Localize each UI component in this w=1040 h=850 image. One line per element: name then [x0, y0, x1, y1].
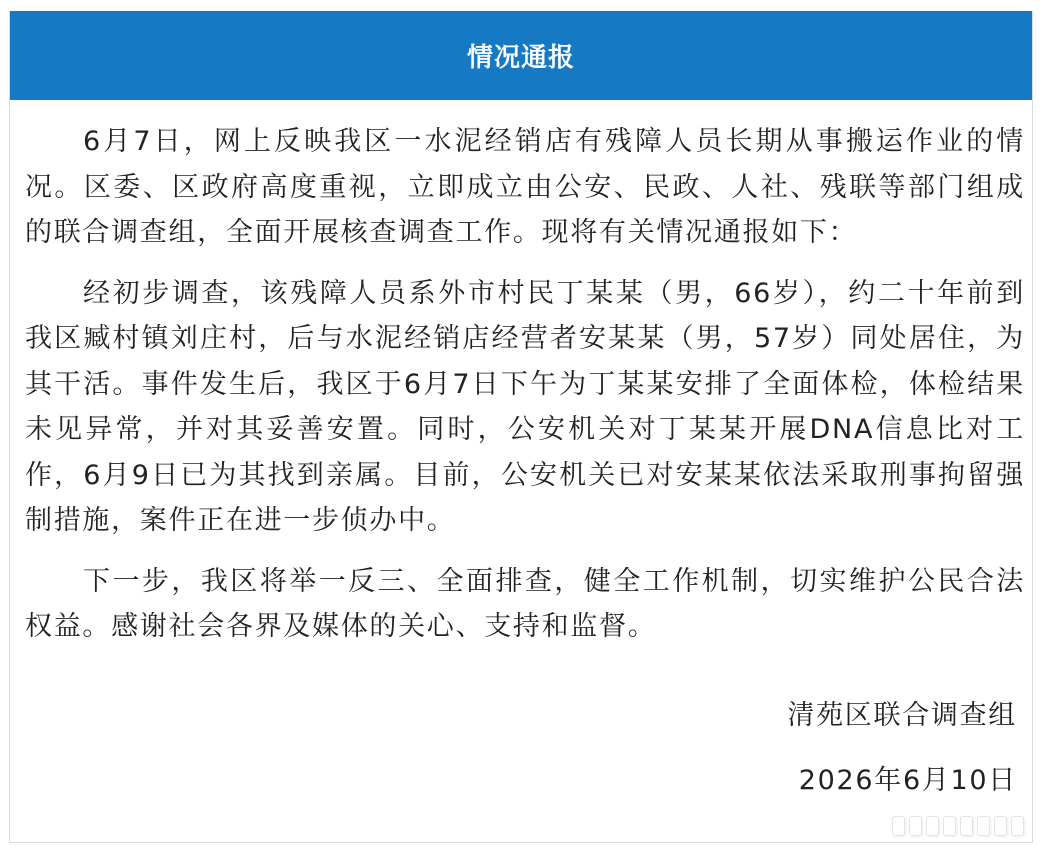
- paragraph-investigation: 经初步调查，该残障人员系外市村民丁某某（男，66岁），约二十年前到我区臧村镇刘庄村，后与水泥经销店经营者安某某（男，57岁）同处居住，为其干活。事件发生后，我区于6月7日下午为丁某某安排了全面体检，体检结果未见异常，并对其妥善安置。同时，公安机关对丁某某开展DNA信息比对工作，6月9日已为其找到亲属。目前，公安机关已对安某某依法采取刑事拘留强制措施，案件正在进一步侦办中。: [25, 277, 1025, 536]
- signature-organization: 清苑区联合调查组: [787, 700, 1017, 731]
- watermark-dot-icon: [892, 816, 905, 836]
- paragraph-next-steps: 下一步，我区将举一反三、全面排查，健全工作机制，切实维护公民合法权益。感谢社会各界及媒体的关心、支持和监督。: [25, 565, 1025, 642]
- notice-title: 情况通报: [466, 43, 575, 73]
- notice-card: [9, 11, 1033, 843]
- notice-header: [10, 11, 1032, 100]
- watermark-dot-icon: [994, 816, 1007, 836]
- watermark-dot-icon: [960, 816, 973, 836]
- watermark-dot-icon: [943, 816, 956, 836]
- watermark-dot-icon: [926, 816, 939, 836]
- watermark-icon: [892, 816, 1024, 836]
- watermark-dot-icon: [1011, 816, 1024, 836]
- signature-date: 2026年6月10日: [798, 765, 1017, 796]
- paragraph-intro: 6月7日，网上反映我区一水泥经销店有残障人员长期从事搬运作业的情况。区委、区政府高度重视，立即成立由公安、民政、人社、残联等部门组成的联合调查组，全面开展核查调查工作。现将有关情况通报如下：: [25, 126, 1025, 248]
- watermark-dot-icon: [977, 816, 990, 836]
- notice-body: [25, 119, 1025, 665]
- watermark-dot-icon: [909, 816, 922, 836]
